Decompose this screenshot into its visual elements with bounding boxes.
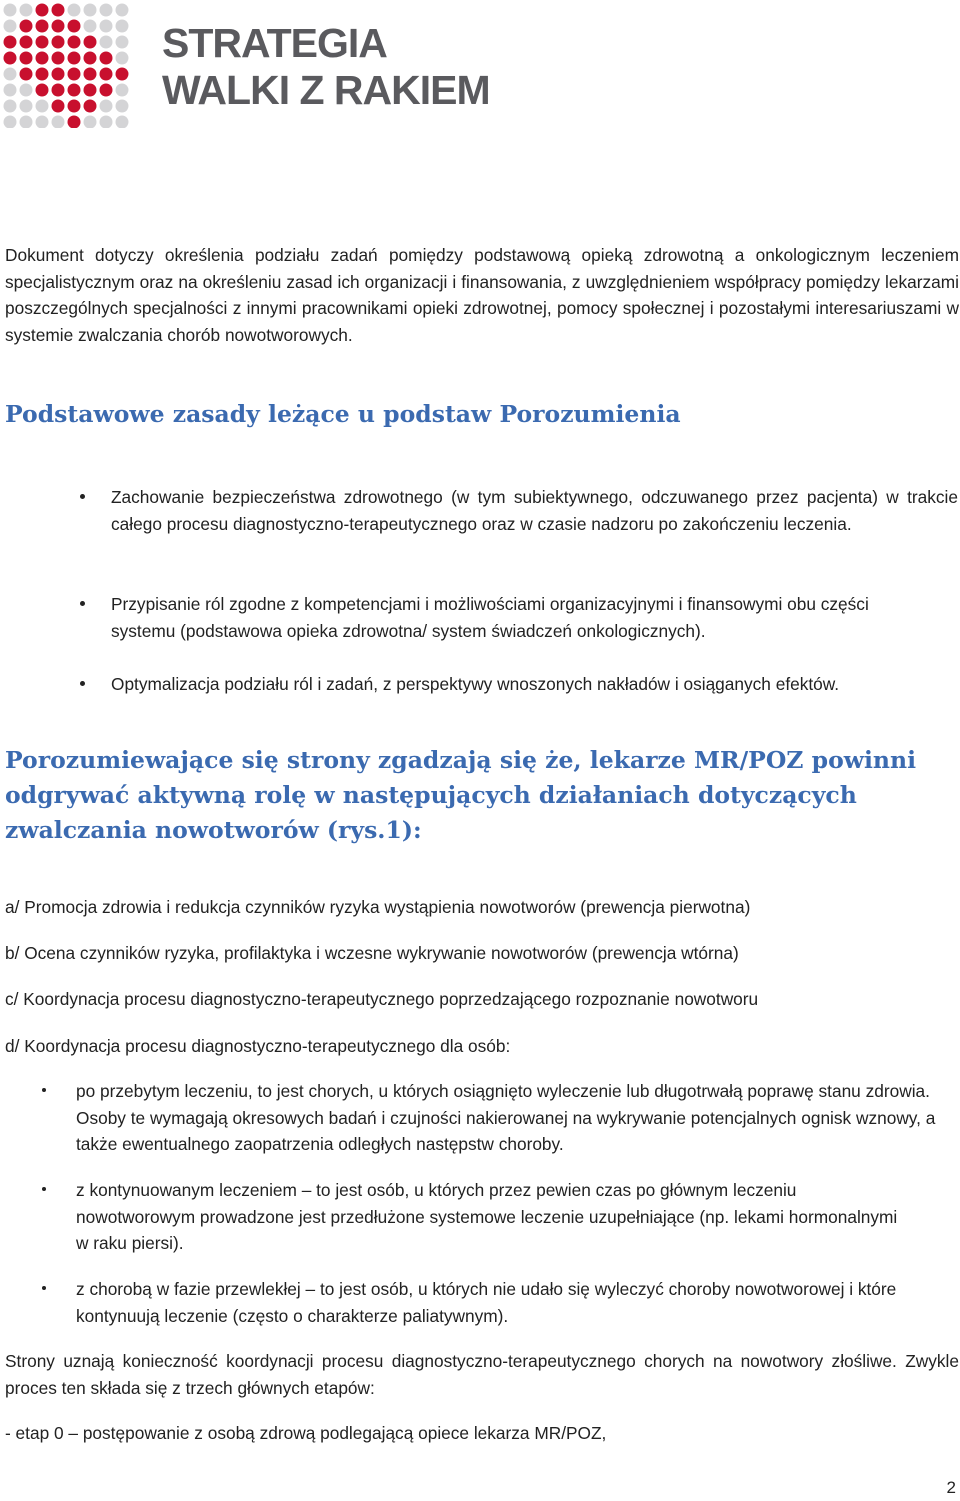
logo-dot: [116, 100, 129, 113]
section-heading-roles: Porozumiewające się strony zgadzają się że, lekarze MR/POZ powinni odgrywać aktywną rolę w następujących działaniach dotyczących zwalczania nowotworów (rys.1):: [5, 746, 917, 844]
logo-dot: [68, 100, 81, 113]
logo-dot: [36, 116, 49, 129]
group-text: po przebytym leczeniu, to jest chorych, u których osiągnięto wyleczenie lub długotrwałą poprawę stanu zdrowia. Osoby te wymagają okresowych badań i czujności nakierowanej na wykrywanie potencjalnych ognisk wznowy, a także ewentualnego zaopatrzenia odległych następstw choroby.: [76, 1081, 936, 1154]
logo-dot: [68, 36, 81, 49]
logo-dot: [84, 36, 97, 49]
logo-dot: [20, 36, 33, 49]
logo-dot: [4, 68, 17, 81]
bullet-icon: [80, 601, 85, 606]
logo-dot: [20, 84, 33, 97]
logo-dot: [4, 100, 17, 113]
logo-dot: [116, 36, 129, 49]
logo-dot: [100, 36, 113, 49]
logo-dot: [20, 20, 33, 33]
logo-dot: [100, 52, 113, 65]
activity-c: c/ Koordynacja procesu diagnostyczno-terapeutycznego poprzedzającego rozpoznanie nowotworu: [5, 989, 759, 1009]
logo-dot: [116, 20, 129, 33]
logo-dot: [68, 4, 81, 17]
logo-dot: [52, 68, 65, 81]
logo-dot: [4, 20, 17, 33]
logo-dot: [100, 100, 113, 113]
activity-d: d/ Koordynacja procesu diagnostyczno-terapeutycznego dla osób:: [5, 1036, 511, 1056]
logo-line-1: STRATEGIA: [162, 20, 387, 66]
logo-dot: [116, 52, 129, 65]
logo-dot: [52, 52, 65, 65]
logo: [0, 0, 540, 130]
logo-dot: [36, 52, 49, 65]
logo-dot: [36, 68, 49, 81]
logo-dot: [4, 84, 17, 97]
logo-dot: [68, 52, 81, 65]
logo-dot: [36, 4, 49, 17]
principle-text: Przypisanie ról zgodne z kompetencjami i możliwościami organizacyjnymi i finansowymi obu części systemu (podstawowa opieka zdrowotna/ system świadczeń onkologicznych).: [111, 594, 869, 641]
logo-dot: [68, 20, 81, 33]
bullet-icon: [80, 681, 85, 686]
logo-dot: [20, 116, 33, 129]
logo-wordmark: [162, 20, 490, 114]
page-number: 2: [946, 1478, 956, 1497]
bullet-icon: [42, 1187, 46, 1191]
logo-dot: [116, 84, 129, 97]
activity-b: b/ Ocena czynników ryzyka, profilaktyka i wczesne wykrywanie nowotworów (prewencja wtórna): [5, 943, 739, 963]
bullet-icon: [42, 1088, 46, 1092]
logo-dot: [4, 36, 17, 49]
principle-text: Zachowanie bezpieczeństwa zdrowotnego (w tym subiektywnego, odczuwanego przez pacjenta) w trakcie całego procesu diagnostyczno-terapeutycznego oraz w czasie nadzoru po zakończeniu leczenia.: [111, 487, 958, 534]
logo-dot: [84, 52, 97, 65]
logo-dot: [52, 100, 65, 113]
activity-a: a/ Promocja zdrowia i redukcja czynników ryzyka wystąpienia nowotworów (prewencja pierwotna): [5, 897, 751, 917]
intro-paragraph: Dokument dotyczy określenia podziału zadań pomiędzy podstawową opieką zdrowotną a onkologicznym leczeniem specjalistycznym oraz na określeniu zasad ich organizacji i finansowania, z uwzględnieniem współpracy pomiędzy lekarzami poszczególnych specjalności z innymi pracownikami opieki zdrowotnej, pomocy społecznej i pozostałymi interesariuszami w systemie zwalczania chorób nowotworowych.: [5, 245, 959, 345]
logo-dot: [84, 4, 97, 17]
logo-dot: [20, 52, 33, 65]
section-heading-principles: Podstawowe zasady leżące u podstaw Porozumienia: [5, 400, 681, 428]
logo-dot: [20, 68, 33, 81]
logo-dot: [116, 116, 129, 129]
logo-dot: [68, 68, 81, 81]
logo-dot: [36, 84, 49, 97]
logo-dot: [36, 20, 49, 33]
logo-dot: [52, 116, 65, 129]
logo-dot: [52, 36, 65, 49]
logo-dot: [100, 4, 113, 17]
logo-dot: [84, 68, 97, 81]
logo-dot: [4, 116, 17, 129]
logo-dot: [84, 116, 97, 129]
logo-dot: [20, 4, 33, 17]
stage-0-item: - etap 0 – postępowanie z osobą zdrową podlegającą opiece lekarza MR/POZ,: [5, 1423, 607, 1443]
logo-dot: [68, 84, 81, 97]
bullet-icon: [42, 1286, 46, 1290]
logo-dot: [52, 4, 65, 17]
logo-dot: [52, 84, 65, 97]
logo-dot: [116, 4, 129, 17]
logo-dot: [36, 100, 49, 113]
logo-dot-grid-icon: [2, 2, 130, 128]
logo-dot: [100, 20, 113, 33]
logo-line-2: WALKI Z RAKIEM: [162, 67, 490, 113]
group-text: z chorobą w fazie przewlekłej – to jest osób, u których nie udało się wyleczyć choroby nowotworowej i które kontynuują leczenie (często o charakterze paliatywnym).: [76, 1279, 897, 1326]
logo-dot: [68, 116, 81, 129]
logo-dot: [4, 4, 17, 17]
bullet-icon: [80, 494, 85, 499]
logo-dot: [84, 100, 97, 113]
logo-dot: [84, 20, 97, 33]
logo-dot: [20, 100, 33, 113]
closing-paragraph: Strony uznają konieczność koordynacji procesu diagnostyczno-terapeutycznego chorych na nowotwory złośliwe. Zwykle proces ten składa się z trzech głównych etapów:: [5, 1351, 959, 1398]
logo-dot: [4, 52, 17, 65]
logo-dot: [116, 68, 129, 81]
logo-dot: [36, 36, 49, 49]
principle-text: Optymalizacja podziału ról i zadań, z perspektywy wnoszonych nakładów i osiąganych efektów.: [111, 674, 840, 694]
logo-dot: [52, 20, 65, 33]
logo-dot: [100, 116, 113, 129]
group-text: z kontynuowanym leczeniem – to jest osób, u których przez pewien czas po głównym leczeniu nowotworowym prowadzone jest przedłużone systemowe leczenie uzupełniające (np. lekami hormonalnymi w raku piersi).: [76, 1180, 898, 1253]
logo-dot: [100, 84, 113, 97]
logo-dot: [100, 68, 113, 81]
logo-dot: [84, 84, 97, 97]
